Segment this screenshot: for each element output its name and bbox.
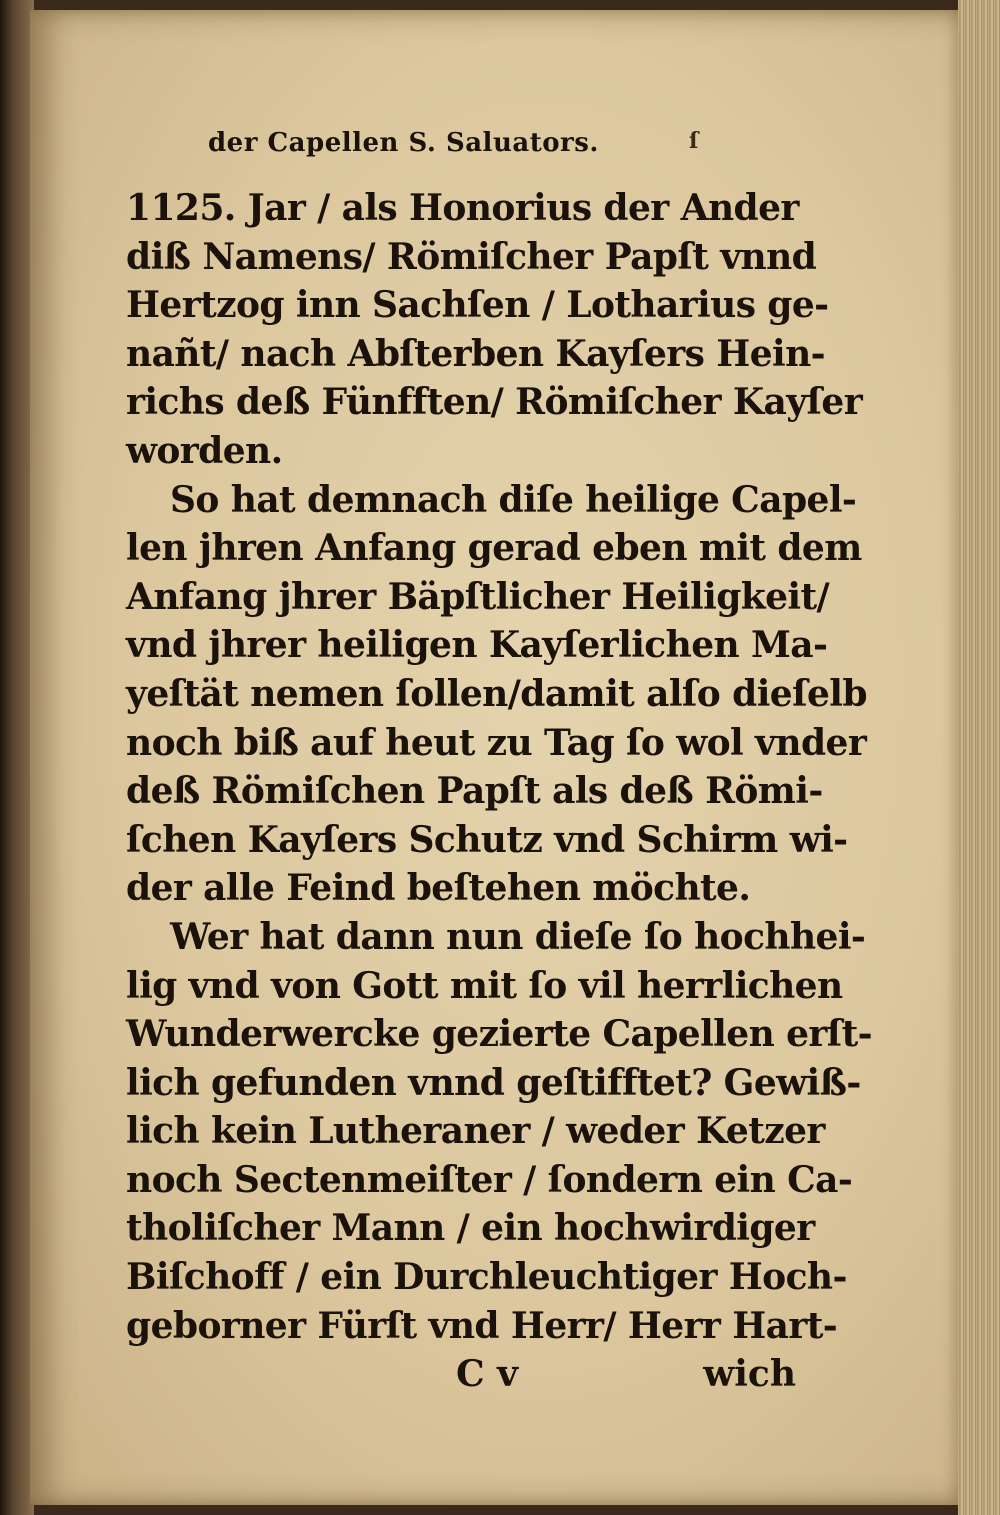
text-line: ſchen Kayſers Schutz vnd Schirm wi- xyxy=(126,818,848,861)
page-footer xyxy=(126,1350,796,1398)
text-line: 1125. Jar / als Honorius der Ander xyxy=(126,187,799,229)
text-line: tholiſcher Mann / ein hochwirdiger xyxy=(126,1207,815,1250)
text-line: vnd jhrer heiligen Kayſerlichen Ma- xyxy=(126,624,828,667)
text-line: Hertzog inn Sachſen / Lotharius ge- xyxy=(126,284,829,327)
text-line: lich kein Lutheraner / weder Ketzer xyxy=(126,1110,825,1153)
text-line: noch Sectenmeiſter / ſondern ein Ca- xyxy=(126,1158,853,1201)
text-line: worden. xyxy=(126,429,283,472)
text-line: lig vnd von Gott mit ſo vil herrlichen xyxy=(126,964,843,1007)
running-head-title: der Capellen S. Saluators. xyxy=(208,128,599,158)
text-line: Wunderwercke gezierte Capellen erſt- xyxy=(126,1013,873,1056)
running-head xyxy=(208,128,790,184)
body-text xyxy=(90,184,873,1350)
text-line: yeſtät nemen ſollen/damit alſo dieſelb xyxy=(126,672,867,715)
text-line: richs deß Fünfften/ Römiſcher Kayſer xyxy=(126,381,863,424)
text-line: noch biß auf heut zu Tag ſo wol vnder xyxy=(126,721,867,764)
text-line: geborner Fürſt vnd Herr/ Herr Hart- xyxy=(126,1304,838,1347)
text-line: deß Römiſchen Papſt als deß Römi- xyxy=(126,770,823,813)
text-block xyxy=(90,128,873,1398)
catchword: wich xyxy=(703,1353,796,1396)
text-line: So hat demnach diſe heilige Capel- xyxy=(170,478,857,521)
binding-gutter xyxy=(0,0,34,1515)
text-line: diß Namens/ Römiſcher Papſt vnnd xyxy=(126,235,817,278)
text-line: lich gefunden vnnd geſtifftet? Gewiß- xyxy=(126,1061,861,1104)
page-fore-edge xyxy=(958,0,1000,1515)
text-line: Anfang jhrer Bäpſtlicher Heiligkeit/ xyxy=(126,575,830,618)
signature-mark: C v xyxy=(456,1353,519,1396)
text-line: len jhren Anfang gerad eben mit dem xyxy=(126,527,862,570)
text-line: nañt/ nach Abſterben Kayſers Hein- xyxy=(126,332,825,375)
text-line: der alle Feind beſtehen möchte. xyxy=(126,867,751,910)
text-line: Wer hat dann nun dieſe ſo hochhei- xyxy=(170,915,866,958)
text-line: Biſchoff / ein Durchleuchtiger Hoch- xyxy=(126,1256,847,1299)
show-through-text xyxy=(830,210,960,510)
folio-mark: ſ xyxy=(688,128,699,154)
book-page xyxy=(30,10,960,1505)
